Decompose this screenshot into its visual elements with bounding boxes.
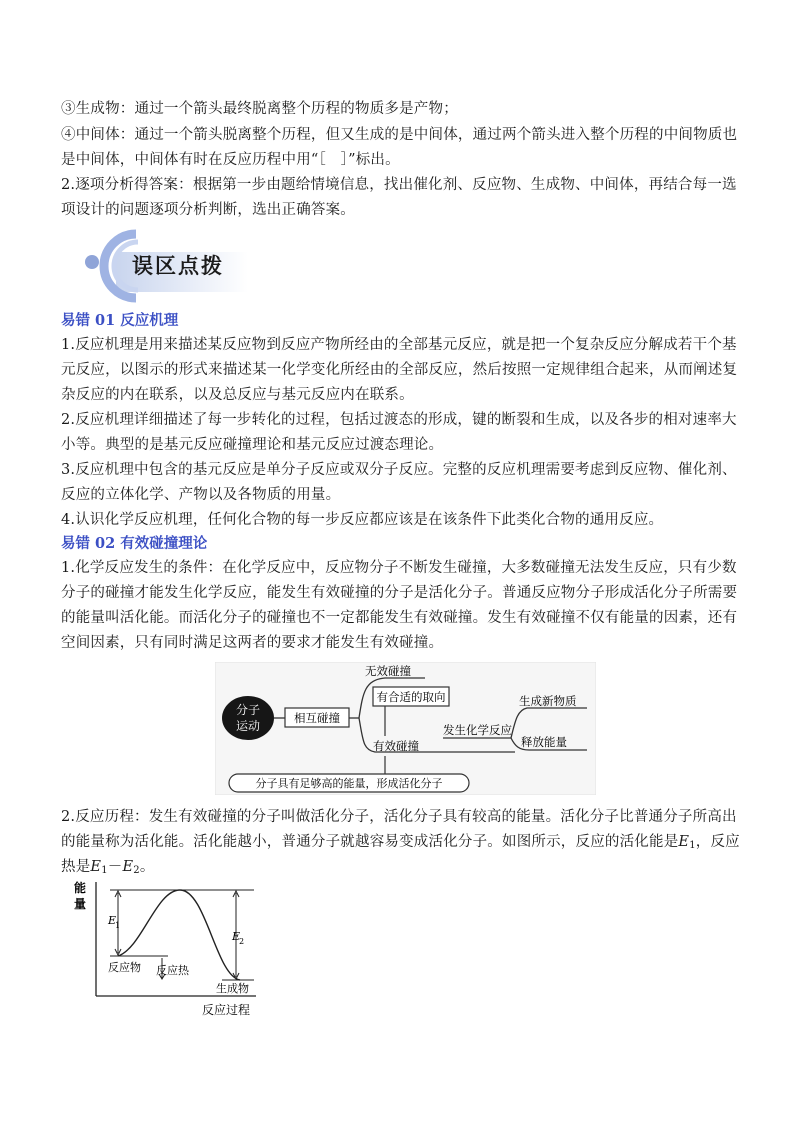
mindmap-center-label-1: 分子: [235, 703, 261, 717]
e1-symbol: E: [90, 859, 102, 875]
mechanism-line-4: 2.反应机理详细描述了每一步转化的过程，包括过渡态的形成，键的断裂和生成，以及各步的相对速率大: [61, 412, 737, 428]
section-banner-title: 误区点拨: [132, 254, 224, 278]
mechanism-line-7: 反应的立体化学、产物以及各物质的用量。: [61, 487, 341, 503]
mindmap-new-substance-label: 生成新物质: [519, 694, 577, 708]
e1-label: E: [108, 914, 117, 927]
pathway-line-3-text: 热是: [61, 859, 91, 875]
energy-axis-label-1: 能: [74, 881, 87, 895]
e1-label-sub: 1: [115, 921, 121, 930]
paragraph-intermediate-1: ④中间体：通过一个箭头脱离整个历程，但又生成的是中间体，通过两个箭头进入整个历程的中间物质也: [61, 127, 738, 143]
pathway-line-1: 2.反应历程：发生有效碰撞的分子叫做活化分子，活化分子具有较高的能量。活化分子比普通分子所高出: [61, 809, 737, 825]
mindmap-activated-label: 分子具有足够高的能量，形成活化分子: [255, 777, 443, 790]
mindmap-collide-label: 相互碰撞: [294, 711, 340, 725]
heading-collision-theory: 易错 02 有效碰撞理论: [61, 535, 208, 552]
activation-energy-symbol: E: [678, 834, 690, 850]
paragraph-product: ③生成物：通过一个箭头最终脱离整个历程的物质多是产物；: [61, 101, 458, 117]
mechanism-line-6: 3.反应机理中包含的基元反应是单分子反应或双分子反应。完整的反应机理需要考虑到反应物、催化剂、: [61, 462, 737, 478]
pathway-line-2-end: ，反应: [695, 834, 740, 850]
collision-line-3: 的能量叫活化能。而活化分子的碰撞也不一定都能发生有效碰撞。发生有效碰撞不仅有能量的因素，还有: [61, 610, 738, 626]
mechanism-line-5: 小等。典型的是基元反应碰撞理论和基元反应过渡态理论。: [61, 437, 444, 453]
mindmap-reaction-label: 发生化学反应: [443, 723, 512, 737]
mechanism-line-2: 元反应，以图示的形式来描述某一化学变化所经由的全部反应，然后按照一定规律组合起来，从而阐述复: [61, 362, 738, 378]
mindmap-release-energy-label: 释放能量: [521, 735, 567, 749]
e2-symbol: E: [122, 859, 134, 875]
pathway-line-2-text: 的能量称为活化能。活化能越小，普通分子就越容易变成活化分子。如图所示，反应的活化能是: [61, 834, 679, 850]
minus-sign: －: [107, 859, 123, 875]
product-label: 生成物: [216, 982, 249, 995]
reaction-heat-label: 反应热: [156, 964, 189, 977]
mechanism-line-3: 杂反应的内在联系，以及总反应与基元反应内在联系。: [61, 387, 414, 403]
energy-profile-diagram: [72, 878, 262, 1020]
mechanism-line-1: 1.反应机理是用来描述某反应物到反应产物所经由的全部基元反应，就是把一个复杂反应分解成若干个基: [61, 337, 737, 353]
paragraph-intermediate-2: 是中间体，中间体有时在反应历程中用“［ ］”标出。: [61, 152, 400, 168]
collision-mindmap: [215, 662, 596, 795]
activation-energy-subscript: 1: [689, 840, 696, 851]
collision-line-2: 分子的碰撞才能发生化学反应，能发生有效碰撞的分子是活化分子。普通反应物分子形成活化分子所需要: [61, 585, 738, 601]
mindmap-orientation-label: 有合适的取向: [376, 690, 446, 704]
paragraph-analysis-1: 2.逐项分析得答案：根据第一步由题给情境信息，找出催化剂、反应物、生成物、中间体，再结合每一选: [61, 177, 737, 193]
reactant-label: 反应物: [108, 961, 141, 974]
collision-line-4: 空间因素，只有同时满足这两者的要求才能发生有效碰撞。: [61, 635, 444, 651]
energy-axis-label-2: 量: [74, 897, 87, 911]
e2-label: E: [232, 930, 241, 943]
mindmap-effective-label: 有效碰撞: [373, 739, 419, 753]
reaction-progress-label: 反应过程: [202, 1003, 251, 1017]
mindmap-ineffective-label: 无效碰撞: [365, 664, 411, 678]
e2-label-sub: 2: [239, 937, 245, 946]
pathway-line-3-end: 。: [139, 859, 155, 875]
mindmap-center-label-2: 运动: [235, 719, 261, 733]
heading-mechanism: 易错 01 反应机理: [61, 312, 179, 329]
mechanism-line-8: 4.认识化学反应机理，任何化合物的每一步反应都应该是在该条件下此类化合物的通用反应。: [61, 512, 664, 528]
e1-subscript: 1: [101, 865, 108, 876]
paragraph-analysis-2: 项设计的问题逐项分析判断，选出正确答案。: [61, 202, 355, 218]
collision-line-1: 1.化学反应发生的条件：在化学反应中，反应物分子不断发生碰撞，大多数碰撞无法发生反应，只有少数: [61, 560, 737, 576]
e2-subscript: 2: [133, 865, 140, 876]
